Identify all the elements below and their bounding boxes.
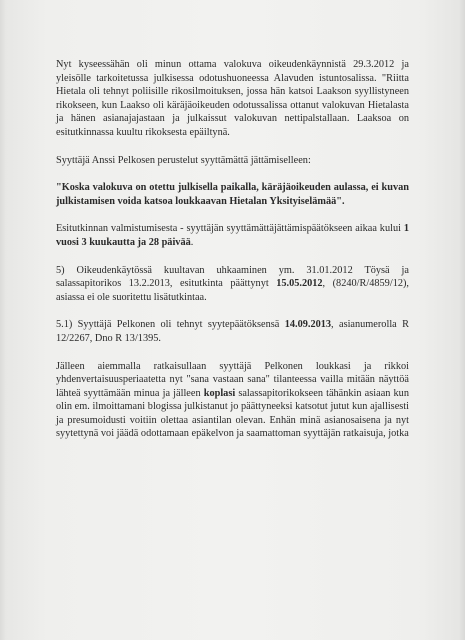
equality-text-b: salassapitorikokseen tähänkin asiaan kun olin em. ilmoittamani blogissa julkistanut jo päättyneeksi katsotut jutut kun ajallisesti ja presumoidusti voitiin olettaa asiantilan olevan. Enhän minä asianosaisena ja nyt syytettynä voi jäädä odottamaan epäkelvon ja saamattoman syyttäjän ratkaisuja, jotka	[56, 387, 409, 440]
page-edge-left	[0, 0, 6, 640]
equality-bold-word: koplasi	[203, 387, 236, 399]
equality-text-a: Jälleen aiemmalla ratkaisullaan syyttäjä Pelkonen loukkasi ja rikkoi yhdenvertaisuusperiaatetta nyt "sana vastaan sana" tilanteessa vailla mitään näyttöä lähteä syyttämään minua ja jälleen	[56, 360, 409, 399]
item-5-1-text-a: 5.1) Syyttäjä Pelkonen oli tehnyt syytepäätöksensä	[56, 319, 285, 331]
paragraph-prosecutor-reasons: Syyttäjä Anssi Pelkosen perustelut syyttämättä jättämiselleen:	[56, 154, 311, 166]
paragraph-equality-principle	[56, 360, 409, 442]
item-5-1-text-b: , asianumerolla R 12/2267, Dno R 13/1395.	[56, 319, 409, 344]
item-5-date: 15.05.2012	[276, 278, 323, 290]
time-elapsed-duration: 1 vuosi 3 kuukautta ja 28 päivää	[56, 223, 409, 248]
item-5-text-a: 5) Oikeudenkäytössä kuultavan uhkaaminen ym. 31.01.2012 Töysä ja salassapitorikos 13.2.2013, esitutkinta päättynyt	[56, 264, 409, 290]
page-edge-right	[459, 0, 465, 640]
paragraph-photo-case: Nyt kyseessähän oli minun ottama valokuva oikeudenkäynnistä 29.3.2012 ja yleisölle tarkoitetussa julkisessa odotushuoneessa Alavuden istuntosalissa. "Riitta Hietala oli tehnyt poliisille rikosilmoituksen, jossa hän katsoi Laakson syyllistyneen rikokseen, kun Laakso oli käräjäoikeuden odotussalissa ottanut valokuvan Hietalasta ja hänen asianajajastaan ja julkaissut valokuvan nettipalstallaan. Laaksoa on esitutkinnassa kuultu rikoksesta epäiltynä.	[56, 59, 409, 138]
time-elapsed-text: Esitutkinnan valmistumisesta - syyttäjän syyttämättäjättämispäätökseen aikaa kului	[56, 223, 404, 235]
time-elapsed-end: .	[190, 236, 194, 248]
quote-prosecutor: "Koska valokuva on otettu julkisella paikalla, käräjäoikeuden aulassa, ei kuvan julkistamisen voida katsoa loukkaavan Hietalan Yksityiselämää".	[56, 182, 409, 207]
item-5-1-date: 14.09.2013	[284, 319, 332, 331]
paragraph-item-5-1	[56, 318, 409, 345]
item-5-text-b: , (8240/R/4859/12), asiassa ei ole suoritettu lisätutkintaa.	[56, 278, 409, 303]
paragraph-item-5	[56, 264, 409, 305]
paragraph-time-elapsed	[56, 222, 409, 249]
